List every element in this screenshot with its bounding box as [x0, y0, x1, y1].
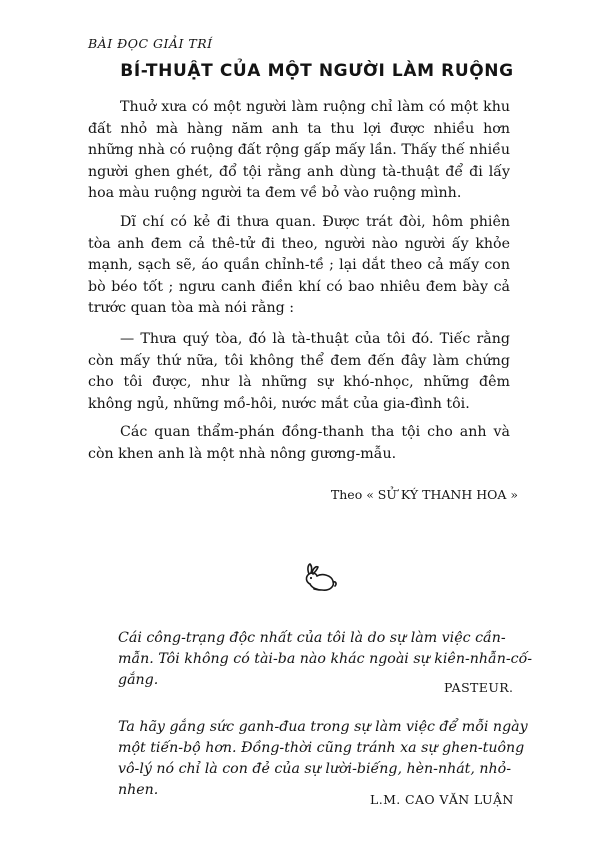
rabbit-icon: [300, 562, 340, 594]
story-source: Theo « SỬ KÝ THANH HOA »: [330, 487, 518, 502]
section-label: BÀI ĐỌC GIẢI TRÍ: [88, 36, 213, 51]
quote-2-author: L.M. CAO VĂN LUẬN: [370, 792, 514, 807]
quote-1-author: PASTEUR.: [444, 680, 514, 695]
story-paragraph-2: Dĩ chí có kẻ đi thưa quan. Được trát đòi, hôm phiên tòa anh đem cả thê-tử đi theo, người nào người ấy khỏe mạnh, sạch sẽ, áo quần chỉnh-tề ; lại dắt theo cả mấy con bò béo tốt ; ngưu canh điền khí có bao nhiêu đem bày cả trước quan tòa mà nói rằng :: [88, 214, 510, 316]
story-paragraph-4: Các quan thẩm-phán đồng-thanh tha tội cho anh và còn khen anh là một nhà nông gương-mẫu.: [88, 424, 510, 462]
quote-1: Cái công-trạng độc nhất của tôi là do sự làm việc cần-mẫn. Tôi không có tài-ba nào khác ngoài sự kiên-nhẫn-cố-gắng.: [118, 630, 533, 688]
quote-2: Ta hãy gắng sức ganh-đua trong sự làm việc để mỗi ngày một tiến-bộ hơn. Đồng-thời cũng tránh xa sự ghen-tuông vô-lý nó chỉ là con đẻ của sự lười-biếng, hèn-nhát, nhỏ-nhen.: [118, 719, 528, 798]
story-paragraph-1: Thuở xưa có một người làm ruộng chỉ làm có một khu đất nhỏ mà hàng năm anh ta thu lợi được nhiều hơn những nhà có ruộng đất rộng gấp mấy lần. Thấy thế nhiều người ghen ghét, đổ tội rằng anh dùng tà-thuật để đi lấy hoa màu ruộng người ta đem về bỏ vào ruộng mình.: [88, 99, 510, 201]
story-title: BÍ-THUẬT CỦA MỘT NGƯỜI LÀM RUỘNG: [120, 61, 514, 81]
story-paragraph-3: — Thưa quý tòa, đó là tà-thuật của tôi đó. Tiếc rằng còn mấy thứ nữa, tôi không thể đem đến đây làm chứng cho tôi được, như là những sự khó-nhọc, những đêm không ngủ, những mồ-hôi, nước mắt của gia-đình tôi.: [88, 331, 510, 412]
